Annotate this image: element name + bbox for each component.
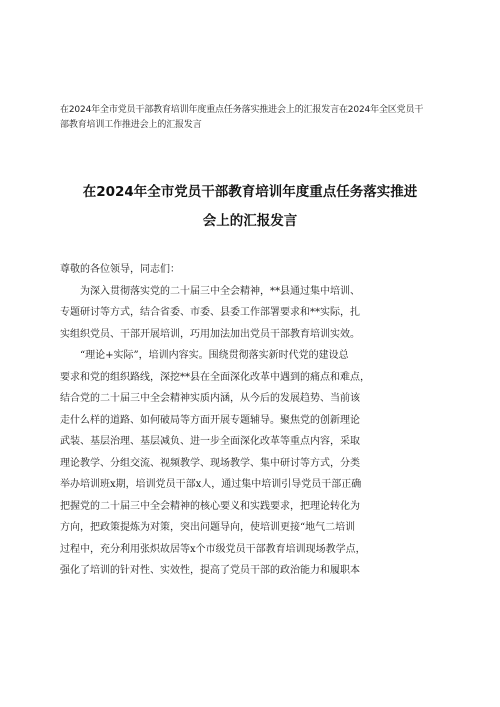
body-line: 为深入贯彻落实党的二十届三中全会精神，**县通过集中培训、 [60,285,360,297]
body-line: 武装、基层治理、基层减负、进一步全面深化改革等重点内容，采取 [60,436,360,447]
header-line: 部教育培训工作推进会上的汇报发言 [60,120,202,130]
salutation: 尊敬的各位领导，同志们： [60,264,180,275]
body-line: 过程中，充分利用张炽故居等x个市级党员干部教育培训现场教学点， [60,543,366,555]
title-line: 会上的汇报发言 [202,213,298,229]
body-line: 专题研讨等方式，结合省委、市委、县委工作部署要求和**实际，扎 [60,307,360,318]
title-line: 在2024年全市党员干部教育培训年度重点任务落实推进 [82,184,418,200]
body-line: 理论教学、分组交流、视频教学、现场教学、集中研讨等方式，分类 [60,457,360,469]
header-line: 在2024年全市党员干部教育培训年度重点任务落实推进会上的汇报发言在2024年全区党员干 [60,105,424,115]
body-line: 举办培训班x期，培训党员干部x人，通过集中培训引导党员干部正确 [60,479,362,490]
body-line: 实组织党员、干部开展培训，巧用加法加出党员干部教育培训实效。 [60,328,360,340]
document-body [60,259,460,582]
document-title [55,178,445,236]
body-line: 方向，把政策提炼为对策，突出问题导向，使培训更接“地气二培训 [60,522,356,533]
body-line: 走什么样的道路、如何破局等方面开展专题辅导。聚焦党的创新理论 [60,414,360,426]
document-header [60,103,448,133]
body-line: 要求和党的组织路线，深挖**县在全面深化改革中遇到的痛点和难点， [60,371,370,383]
body-line: “理论+实际”，培训内容实。围绕贯彻落实新时代党的建设总 [60,350,349,361]
body-line: 把握党的二十届三中全会精神的核心要义和实践要求，把理论转化为 [60,500,360,512]
body-line: 结合党的二十届三中全会精神实质内涵，从今后的发展趋势、当前该 [60,393,360,404]
body-line: 强化了培训的针对性、实效性，提高了党员干部的政治能力和履职本 [60,565,360,576]
